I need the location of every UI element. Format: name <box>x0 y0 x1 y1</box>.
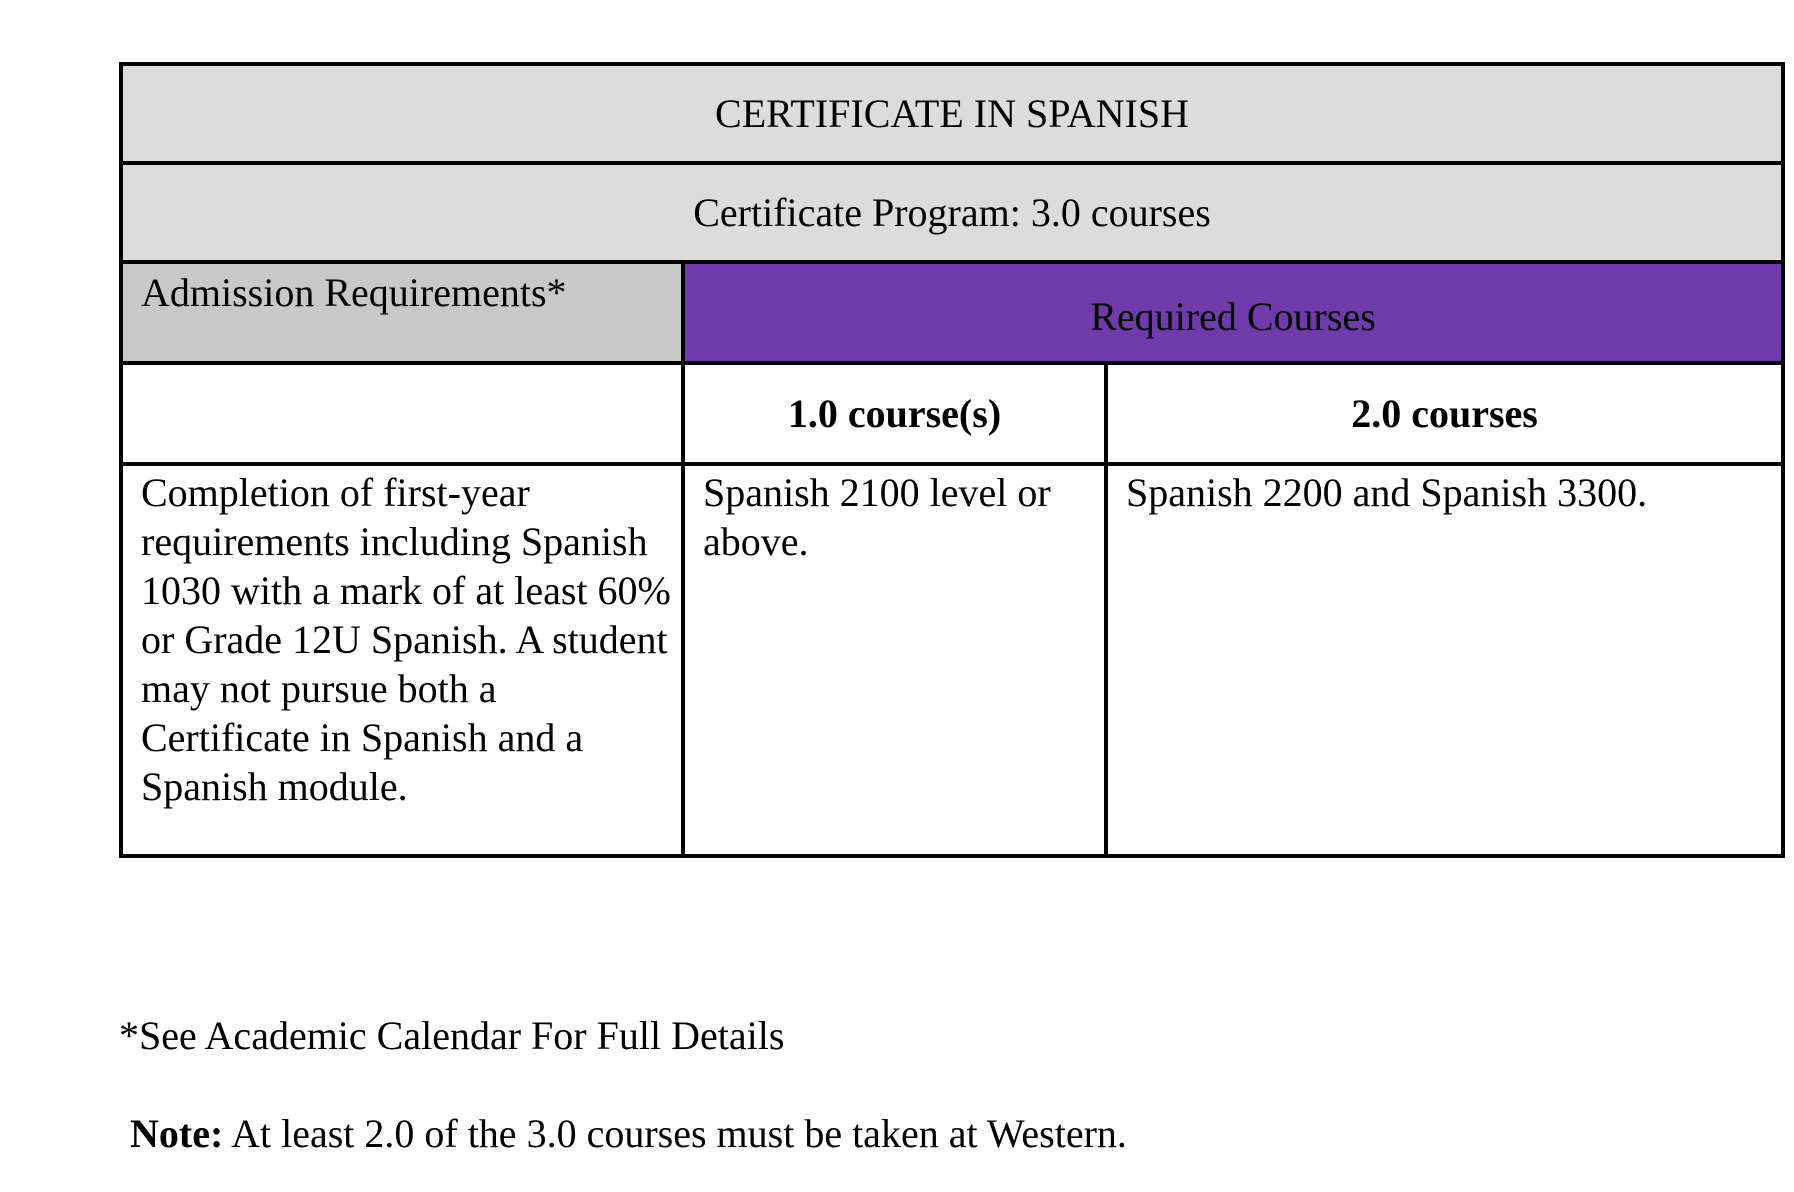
title-row <box>121 64 1783 163</box>
admission-requirements-header <box>121 262 683 363</box>
credit-column-2: 2.0 courses <box>1106 363 1783 464</box>
admission-cell <box>121 464 683 856</box>
required-courses-header <box>683 262 1783 363</box>
credit-row <box>121 363 1783 464</box>
course-text-1: Spanish 2100 level or above. <box>703 470 1051 564</box>
footnote: *See Academic Calendar For Full Details <box>119 1013 785 1058</box>
table-title: CERTIFICATE IN SPANISH <box>121 64 1783 163</box>
course-cell-1 <box>683 464 1106 856</box>
note <box>130 1110 1127 1158</box>
note-label: Note: <box>130 1111 224 1156</box>
credit-column-1: 1.0 course(s) <box>683 363 1106 464</box>
required-courses-label: Required Courses <box>1090 294 1376 339</box>
subtitle-row <box>121 163 1783 262</box>
note-text: At least 2.0 of the 3.0 courses must be taken at Western. <box>223 1111 1127 1156</box>
program-subtitle: Certificate Program: 3.0 courses <box>121 163 1783 262</box>
admission-text: Completion of first-year requirements including Spanish 1030 with a mark of at least 60% or Grade 12U Spanish. A student may not pursue both a Certificate in Spanish and a Spanish module. <box>141 470 671 809</box>
admission-requirements-label: Admission Requirements* <box>141 270 567 315</box>
section-header-row <box>121 262 1783 363</box>
table-row <box>121 464 1783 856</box>
empty-cell <box>121 363 683 464</box>
certificate-table <box>119 62 1785 858</box>
course-text-2: Spanish 2200 and Spanish 3300. <box>1126 470 1648 515</box>
course-cell-2 <box>1106 464 1783 856</box>
